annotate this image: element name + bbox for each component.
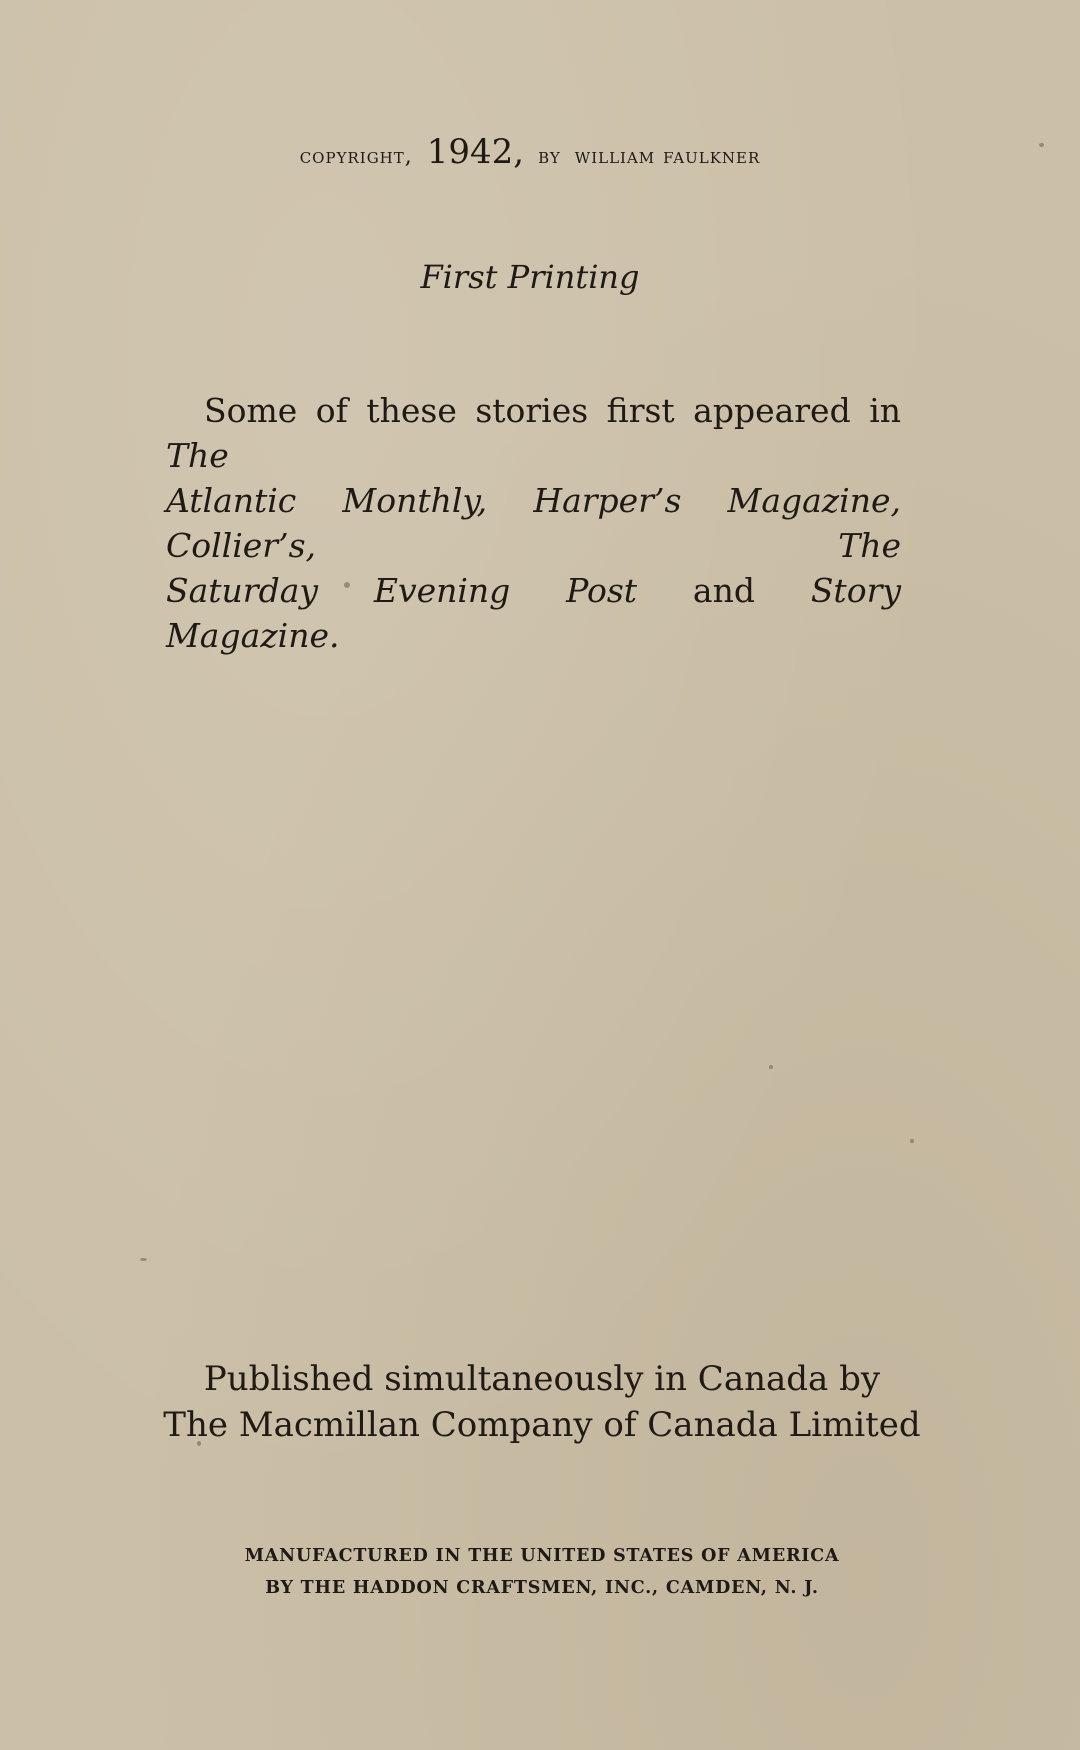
manufactured-line-1: MANUFACTURED IN THE UNITED STATES OF AMERICA [244, 1546, 840, 1566]
paper-speck [197, 1441, 201, 1446]
publication-harpers: Harper’s Magazine, [533, 481, 902, 520]
publication-the-2: The [838, 526, 901, 565]
stories-line-1 [166, 388, 901, 478]
stories-acknowledgement [166, 388, 901, 658]
published-line-1: Published simultaneously in Canada by [203, 1359, 881, 1399]
publication-story-magazine: Story Magazine. [166, 571, 901, 655]
copyright-by: by [538, 144, 561, 169]
publication-colliers: Collier’s, [166, 526, 316, 565]
stories-line-2 [166, 478, 901, 568]
publication-the-1: The [166, 436, 229, 475]
copyright-prefix: copyright, [299, 144, 413, 169]
copyright-year: 1942, [426, 132, 525, 172]
copyright-line [0, 132, 1060, 172]
stories-intro: Some of these stories first appeared in [204, 391, 901, 430]
stories-and: and [692, 571, 755, 610]
printing-notice: First Printing [420, 258, 640, 296]
manufacturer-notice [0, 1540, 1080, 1604]
published-line-2: The Macmillan Company of Canada Limited [163, 1405, 921, 1445]
manufactured-line-2: BY THE HADDON CRAFTSMEN, INC., CAMDEN, N. J. [265, 1578, 819, 1598]
publication-saturday-evening-post: Saturday Evening Post [166, 571, 638, 610]
publication-atlantic: Atlantic Monthly, [166, 481, 488, 520]
stories-line-3 [166, 568, 901, 658]
canada-publication-notice [0, 1356, 1080, 1448]
paper-speck [344, 582, 350, 588]
paper-speck [910, 1139, 914, 1143]
paper-speck [769, 1065, 773, 1069]
paper-speck [1039, 143, 1044, 147]
paper-speck [140, 1258, 147, 1261]
copyright-author: william faulkner [574, 144, 761, 169]
